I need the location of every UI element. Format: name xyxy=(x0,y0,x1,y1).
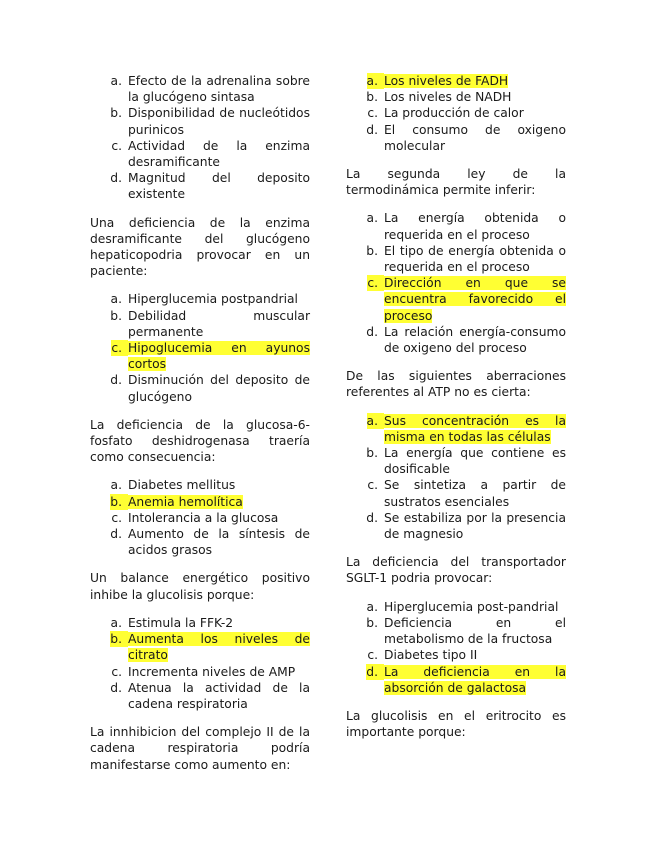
answer-option xyxy=(346,477,566,509)
answer-option xyxy=(346,89,566,105)
answer-option xyxy=(346,615,566,647)
option-letter: b. xyxy=(366,446,378,461)
answer-options-list xyxy=(90,477,310,558)
option-text: Hiperglucemia post-pandrial xyxy=(384,599,559,614)
option-text: Hiperglucemia postpandrial xyxy=(128,292,298,307)
answer-option xyxy=(90,372,310,404)
answer-options-list xyxy=(90,615,310,712)
question-text: La innhibicion del complejo II de la cadena respiratoria podría manifestarse como aumento en: xyxy=(90,725,310,772)
option-letter: a. xyxy=(110,74,122,88)
answer-option xyxy=(346,510,566,542)
answer-option xyxy=(90,680,310,712)
option-letter: c. xyxy=(111,340,128,356)
option-text: La producción de calor xyxy=(384,106,524,121)
answer-option-highlighted xyxy=(346,413,566,445)
option-text: Debilidad muscular permanente xyxy=(128,308,310,339)
answer-option xyxy=(90,615,310,631)
answer-option-highlighted xyxy=(346,664,566,696)
option-text: La energía que contiene es dosificable xyxy=(384,446,566,477)
question-text: Un balance energético positivo inhibe la glucolisis porque: xyxy=(90,571,310,602)
option-text: Actividad de la enzima desramificante xyxy=(128,138,310,170)
answer-option xyxy=(90,510,310,526)
option-letter: d. xyxy=(110,680,122,695)
option-letter: d. xyxy=(110,527,122,542)
left-column xyxy=(90,73,310,785)
option-letter: b. xyxy=(366,90,378,105)
answer-option xyxy=(90,664,310,680)
answer-option-highlighted xyxy=(346,73,566,89)
option-text: El tipo de energía obtenida o requerida en el proceso xyxy=(384,243,566,275)
option-letter: c. xyxy=(367,106,378,121)
option-letter: b. xyxy=(366,243,378,258)
answer-option xyxy=(90,308,310,340)
answer-option-highlighted xyxy=(90,631,310,663)
answer-option xyxy=(90,526,310,558)
option-text: Dirección en que se encuentra favorecido el proceso xyxy=(384,276,566,323)
option-text: Sus concentración es la misma en todas las células xyxy=(384,413,566,444)
option-letter: a. xyxy=(110,292,122,307)
option-text: Efecto de la adrenalina sobre la glucógeno sintasa xyxy=(128,74,310,105)
answer-option xyxy=(346,599,566,615)
answer-options-list xyxy=(90,73,310,203)
answer-option xyxy=(90,477,310,493)
option-text: Diabetes tipo II xyxy=(384,648,478,663)
answer-options-list xyxy=(90,291,310,404)
answer-option xyxy=(346,105,566,121)
option-text: Se sintetiza a partir de sustratos esenciales xyxy=(384,478,566,509)
option-text: Incrementa niveles de AMP xyxy=(128,664,296,679)
question-text: Una deficiencia de la enzima desramificante del glucógeno hepaticopodria provocar en un paciente: xyxy=(90,215,310,279)
option-letter: b. xyxy=(110,308,122,323)
option-letter: b. xyxy=(110,494,128,510)
option-text: Deficiencia en el metabolismo de la fructosa xyxy=(384,615,566,647)
option-letter: c. xyxy=(111,664,122,679)
answer-option xyxy=(90,291,310,307)
option-letter: a. xyxy=(110,478,122,493)
option-letter: b. xyxy=(110,631,128,647)
answer-option xyxy=(346,243,566,275)
answer-option xyxy=(346,324,566,356)
answer-option-highlighted xyxy=(90,494,310,510)
answer-option xyxy=(346,122,566,154)
answer-option xyxy=(90,138,310,170)
answer-options-list xyxy=(346,413,566,543)
option-text: Los niveles de NADH xyxy=(384,90,512,105)
option-letter: d. xyxy=(110,171,122,186)
answer-option xyxy=(346,445,566,477)
option-text: Aumenta los niveles de citrato xyxy=(128,632,310,663)
option-letter: a. xyxy=(366,599,378,614)
option-letter: c. xyxy=(367,478,378,493)
answer-option xyxy=(90,105,310,137)
option-text: Atenua la actividad de la cadena respiratoria xyxy=(128,680,310,711)
option-text: Disminución del deposito de glucógeno xyxy=(128,373,310,404)
option-letter: a. xyxy=(110,615,122,630)
option-text: Disponibilidad de nucleótidos purinicos xyxy=(128,106,310,137)
option-text: Hipoglucemia en ayunos cortos xyxy=(128,341,310,372)
answer-option xyxy=(90,170,310,202)
option-text: Anemia hemolítica xyxy=(128,494,243,509)
option-text: Intolerancia a la glucosa xyxy=(128,510,279,525)
answer-options-list xyxy=(346,210,566,356)
option-text: Magnitud del deposito existente xyxy=(128,171,310,202)
option-letter: d. xyxy=(366,324,378,339)
option-text: Los niveles de FADH xyxy=(384,74,509,88)
option-letter: a. xyxy=(367,413,384,429)
answer-option xyxy=(346,210,566,242)
option-letter: a. xyxy=(366,211,378,226)
option-letter: d. xyxy=(366,664,384,680)
option-letter: d. xyxy=(366,122,378,137)
option-letter: b. xyxy=(366,615,378,630)
option-letter: c. xyxy=(111,510,122,525)
option-text: La deficiencia en la absorción de galactosa xyxy=(384,664,566,695)
option-letter: c. xyxy=(367,275,384,291)
answer-option xyxy=(90,73,310,105)
option-text: La energía obtenida o requerida en el proceso xyxy=(384,211,566,242)
option-text: Aumento de la síntesis de acidos grasos xyxy=(128,527,310,558)
right-column xyxy=(346,73,566,752)
option-letter: d. xyxy=(366,510,378,525)
question-text: La deficiencia del transportador SGLT-1 podria provocar: xyxy=(346,555,566,586)
option-letter: c. xyxy=(111,138,122,153)
answer-option-highlighted xyxy=(90,340,310,372)
option-letter: c. xyxy=(367,648,378,663)
question-text: La glucolisis en el eritrocito es importante porque: xyxy=(346,708,566,740)
option-letter: d. xyxy=(110,373,122,388)
option-text: Diabetes mellitus xyxy=(128,478,236,493)
question-text: La deficiencia de la glucosa-6-fosfato deshidrogenasa traería como consecuencia: xyxy=(90,417,310,465)
question-text: La segunda ley de la termodinámica permite inferir: xyxy=(346,167,566,198)
option-text: El consumo de oxigeno molecular xyxy=(384,122,566,153)
question-text: De las siguientes aberraciones referentes al ATP no es cierta: xyxy=(346,369,566,400)
option-letter: a. xyxy=(367,73,384,89)
answer-option-highlighted xyxy=(346,275,566,324)
answer-options-list xyxy=(346,73,566,154)
option-text: Estimula la FFK-2 xyxy=(128,615,234,630)
option-text: Se estabiliza por la presencia de magnesio xyxy=(384,510,566,542)
answer-options-list xyxy=(346,599,566,696)
option-text: La relación energía-consumo de oxigeno del proceso xyxy=(384,324,566,356)
answer-option xyxy=(346,647,566,663)
option-letter: b. xyxy=(110,106,122,121)
